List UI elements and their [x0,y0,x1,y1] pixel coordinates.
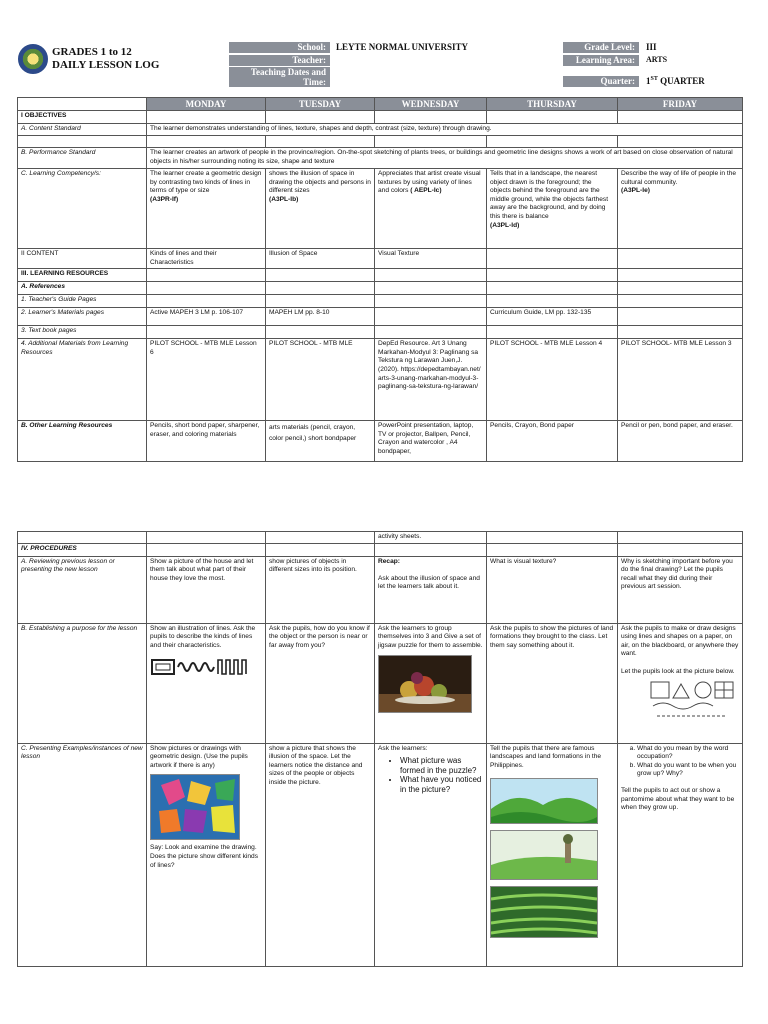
competency-wednesday [375,169,487,249]
fruit-still-life-picture [378,655,472,713]
procedures-row [18,543,743,556]
grade-level-value: III [646,42,657,52]
other-friday: Pencil or pen, bond paper, and eraser. [618,421,743,462]
objectives-row [18,111,743,124]
empty-cell [375,282,487,295]
content-label: II CONTENT [18,249,147,269]
geometric-design-picture [150,774,240,840]
performance-standard-text: The learner creates an artwork of people in the province/region. On-the-spot sketching of plants trees, or buildings and geometric line designs shows a work of art based on close observation of natural objects in his/her surrounding noting its size, shape and texture [147,148,743,169]
resources-row [18,269,743,282]
empty-cell [375,308,487,326]
empty-cell [266,326,375,339]
performance-standard-label: B. Performance Standard [18,148,147,169]
examples-text: Show pictures or drawings with geometric design. (Use the pupils artwork if there is any) [150,744,248,769]
examples-wednesday [375,743,487,966]
procedures-label: IV. PROCEDURES [18,543,147,556]
examples-row [18,743,743,966]
content-monday: Kinds of lines and their Characteristics [147,249,266,269]
quarter-number: 1 [646,76,651,86]
other-resources-label: B. Other Learning Resources [18,421,147,462]
empty-cell [266,269,375,282]
recap-heading: Recap: [378,557,400,565]
competency-text: Tells that in a landscape, the nearest object drawn is the foreground; the objects behind the foreground are the middle ground, while the objects farthest away are the background, and by doing this there is balance [490,170,609,220]
empty-cell [375,269,487,282]
purpose-label: B. Establishing a purpose for the lesson [18,623,147,743]
learning-area-label: Learning Area: [563,55,639,66]
content-row [18,249,743,269]
purpose-tuesday: Ask the pupils, how do you know if the object or the person is near or far away from you? [266,623,375,743]
additional-materials-label: 4. Additional Materials from Learning Resources [18,339,147,421]
empty-cell [147,326,266,339]
other-wednesday: PowerPoint presentation, laptop, TV or projector, Ballpen, Pencil, Crayon and watercolor , A4 bondpaper, [375,421,487,462]
empty-cell [618,136,743,148]
empty-cell [487,136,618,148]
school-label: School: [229,42,330,53]
empty-cell [618,282,743,295]
reviewing-thursday: What is visual texture? [487,556,618,623]
empty-cell [487,295,618,308]
additional-monday: PILOT SCHOOL - MTB MLE Lesson 6 [147,339,266,421]
day-header-monday: MONDAY [147,98,266,111]
empty-cell [487,249,618,269]
friday-questions-list [621,745,739,779]
empty-cell [266,282,375,295]
additional-materials-row [18,339,743,421]
empty-cell [375,136,487,148]
competency-code: (A3PL-Ie) [621,187,650,195]
competency-label: C. Learning Competency/s: [18,169,147,249]
purpose-wednesday [375,623,487,743]
examples-thursday [487,743,618,966]
learners-materials-row [18,308,743,326]
empty-cell [147,269,266,282]
empty-cell [487,269,618,282]
other-tuesday: arts materials (pencil, crayon, color pencil,) short bondpaper [266,421,375,462]
purpose-text: Ask the learners to group themselves into 3 and Give a set of jigsaw puzzle for them to assemble. [378,624,483,649]
empty-cell [266,295,375,308]
purpose-row [18,623,743,743]
spacer-row [18,136,743,148]
wednesday-questions-list [378,756,483,794]
empty-cell [487,282,618,295]
empty-cell [18,532,147,544]
recap-text: Ask about the illusion of space and let the learners talk about it. [378,574,480,591]
lines-illustration [150,656,260,678]
empty-cell [618,308,743,326]
examples-monday [147,743,266,966]
empty-cell [618,111,743,124]
title-line-2: DAILY LESSON LOG [52,59,160,71]
competency-code: (A3PR-If) [150,195,179,203]
quarter-suffix: ST [650,76,658,82]
additional-thursday: PILOT SCHOOL - MTB MLE Lesson 4 [487,339,618,421]
examples-label: C. Presenting Examples/instances of new lesson [18,743,147,966]
textbook-label: 3. Text book pages [18,326,147,339]
objectives-label: I OBJECTIVES [18,111,147,124]
competency-thursday [487,169,618,249]
empty-cell [266,136,375,148]
empty-cell [618,532,743,544]
empty-cell [147,532,266,544]
examples-say-text: Say: Look and examine the drawing. Does the picture show different kinds of lines? [150,844,259,869]
empty-cell [487,111,618,124]
school-value: LEYTE NORMAL UNIVERSITY [336,42,469,52]
content-wednesday: Visual Texture [375,249,487,269]
competency-text: The learner create a geometric design by contrasting two kinds of lines in terms of type or size [150,170,262,195]
dates-label-line-2: Time: [303,77,326,87]
competency-text: shows the illusion of space in drawing the objects and persons in different sizes [269,170,371,195]
blank-header-cell [18,98,147,111]
reviewing-row [18,556,743,623]
empty-cell [487,532,618,544]
examples-text: Ask the learners: [378,744,428,752]
teaching-dates-label [229,67,330,87]
continuation-row [18,532,743,544]
other-resources-row [18,421,743,462]
competency-monday [147,169,266,249]
empty-cell [147,295,266,308]
empty-cell [375,111,487,124]
empty-cell [375,543,487,556]
competency-text: Appreciates that artist create visual textures by using variety of lines and colors [378,170,481,195]
quarter-value [646,76,705,86]
deped-seal-logo [18,44,48,74]
competency-code: (A3PL-Ib) [269,195,299,203]
empty-cell [487,543,618,556]
day-header-wednesday: WEDNESDAY [375,98,487,111]
title-line-1: GRADES 1 to 12 [52,46,132,58]
quarter-text: QUARTER [657,76,705,86]
competency-tuesday [266,169,375,249]
reviewing-wednesday [375,556,487,623]
content-tuesday: Illusion of Space [266,249,375,269]
references-label: A. References [18,282,147,295]
learning-area-value: ARTS [646,55,668,64]
document-title [52,46,159,72]
empty-cell [266,543,375,556]
purpose-text: Show an illustration of lines. Ask the pupils to describe the kinds of lines and their characteristics. [150,624,256,649]
purpose-monday [147,623,266,743]
content-standard-label: A. Content Standard [18,124,147,136]
empty-cell [266,532,375,544]
purpose-thursday: Ask the pupils to show the pictures of land formations they brought to the class. Let them say something about it. [487,623,618,743]
empty-cell [147,136,266,148]
competency-code: ( AEPL-Ic) [410,187,442,195]
examples-tuesday: show a picture that shows the illusion of the space. Let the learners notice the distance and sizes of the people or objects inside the picture. [266,743,375,966]
line-drawings-picture [647,678,737,720]
empty-cell [375,326,487,339]
other-wednesday-continued: activity sheets. [375,532,487,544]
empty-cell [375,295,487,308]
additional-friday: PILOT SCHOOL- MTB MLE Lesson 3 [618,339,743,421]
additional-tuesday: PILOT SCHOOL - MTB MLE [266,339,375,421]
performance-standard-row [18,148,743,169]
empty-cell [18,136,147,148]
competency-text: Describe the way of life of people in the cultural community. [621,170,737,186]
rice-terraces-picture [490,886,598,938]
competency-row [18,169,743,249]
teacher-label: Teacher: [229,55,330,66]
teachers-guide-label: 1. Teacher's Guide Pages [18,295,147,308]
learners-materials-label: 2. Learner's Materials pages [18,308,147,326]
empty-cell [618,249,743,269]
landscape-tower-picture [490,830,598,880]
purpose-friday [618,623,743,743]
list-item: • What picture was formed in the puzzle? [400,756,483,775]
other-monday: Pencils, short bond paper, sharpener, eraser, and coloring materials [147,421,266,462]
examples-friday [618,743,743,966]
days-header-row [18,98,743,111]
lm-monday: Active MAPEH 3 LM p. 106-107 [147,308,266,326]
day-header-thursday: THURSDAY [487,98,618,111]
examples-text: Tell the pupils that there are famous landscapes and land formations in the Philippines. [490,744,602,769]
competency-friday [618,169,743,249]
empty-cell [618,326,743,339]
list-item: a. What do you mean by the word occupation? [637,745,739,762]
reviewing-label: A. Reviewing previous lesson or presenting the new lesson [18,556,147,623]
empty-cell [147,543,266,556]
lesson-log-table-page-2 [17,531,743,967]
list-item: • What have you noticed in the picture? [400,775,483,794]
empty-cell [618,269,743,282]
learning-resources-label: III. LEARNING RESOURCES [18,269,147,282]
reviewing-monday: Show a picture of the house and let them talk about what part of their house they love the most. [147,556,266,623]
empty-cell [618,295,743,308]
landscape-hills-picture [490,778,598,824]
grade-level-label: Grade Level: [563,42,639,53]
examples-text: Tell the pupils to act out or show a pantomime about what they want to be when they grow up. [621,786,735,812]
purpose-text-2: Let the pupils look at the picture below. [621,667,735,675]
quarter-label: Quarter: [563,76,639,87]
competency-code: (A3PL-Id) [490,221,520,229]
other-thursday: Pencils, Crayon, Bond paper [487,421,618,462]
reviewing-friday: Why is sketching important before you do the final drawing? Let the pupils recall what they did during their previous art session. [618,556,743,623]
teachers-guide-row [18,295,743,308]
empty-cell [487,326,618,339]
reviewing-tuesday: show pictures of objects in different sizes into its position. [266,556,375,623]
content-standard-text: The learner demonstrates understanding of lines, texture, shapes and depth, contrast (size, texture) through drawing. [147,124,743,136]
lm-thursday: Curriculum Guide, LM pp. 132-135 [487,308,618,326]
day-header-friday: FRIDAY [618,98,743,111]
empty-cell [147,111,266,124]
purpose-text: Ask the pupils to make or draw designs using lines and shapes on a paper, on air, on the blackboard, or anywhere they want. [621,624,739,658]
empty-cell [147,282,266,295]
content-standard-row [18,124,743,136]
list-item: b. What do you want to be when you grow up? Why? [637,762,739,779]
references-row [18,282,743,295]
lm-tuesday: MAPEH LM pp. 8-10 [266,308,375,326]
textbook-row [18,326,743,339]
empty-cell [618,543,743,556]
additional-wednesday: DepEd Resource. Art 3 Unang Markahan-Modyul 3: Paglinang sa Tekstura ng Larawan Juen,J. (2020). https://depedtambayan.net/ arts-3-unang-markahan-modyul-3-paglinang-sa-tekstura-ng-larawan/ [375,339,487,421]
dates-label-line-1: Teaching Dates and [250,67,326,77]
empty-cell [266,111,375,124]
day-header-tuesday: TUESDAY [266,98,375,111]
lesson-log-table-page-1 [17,97,743,462]
